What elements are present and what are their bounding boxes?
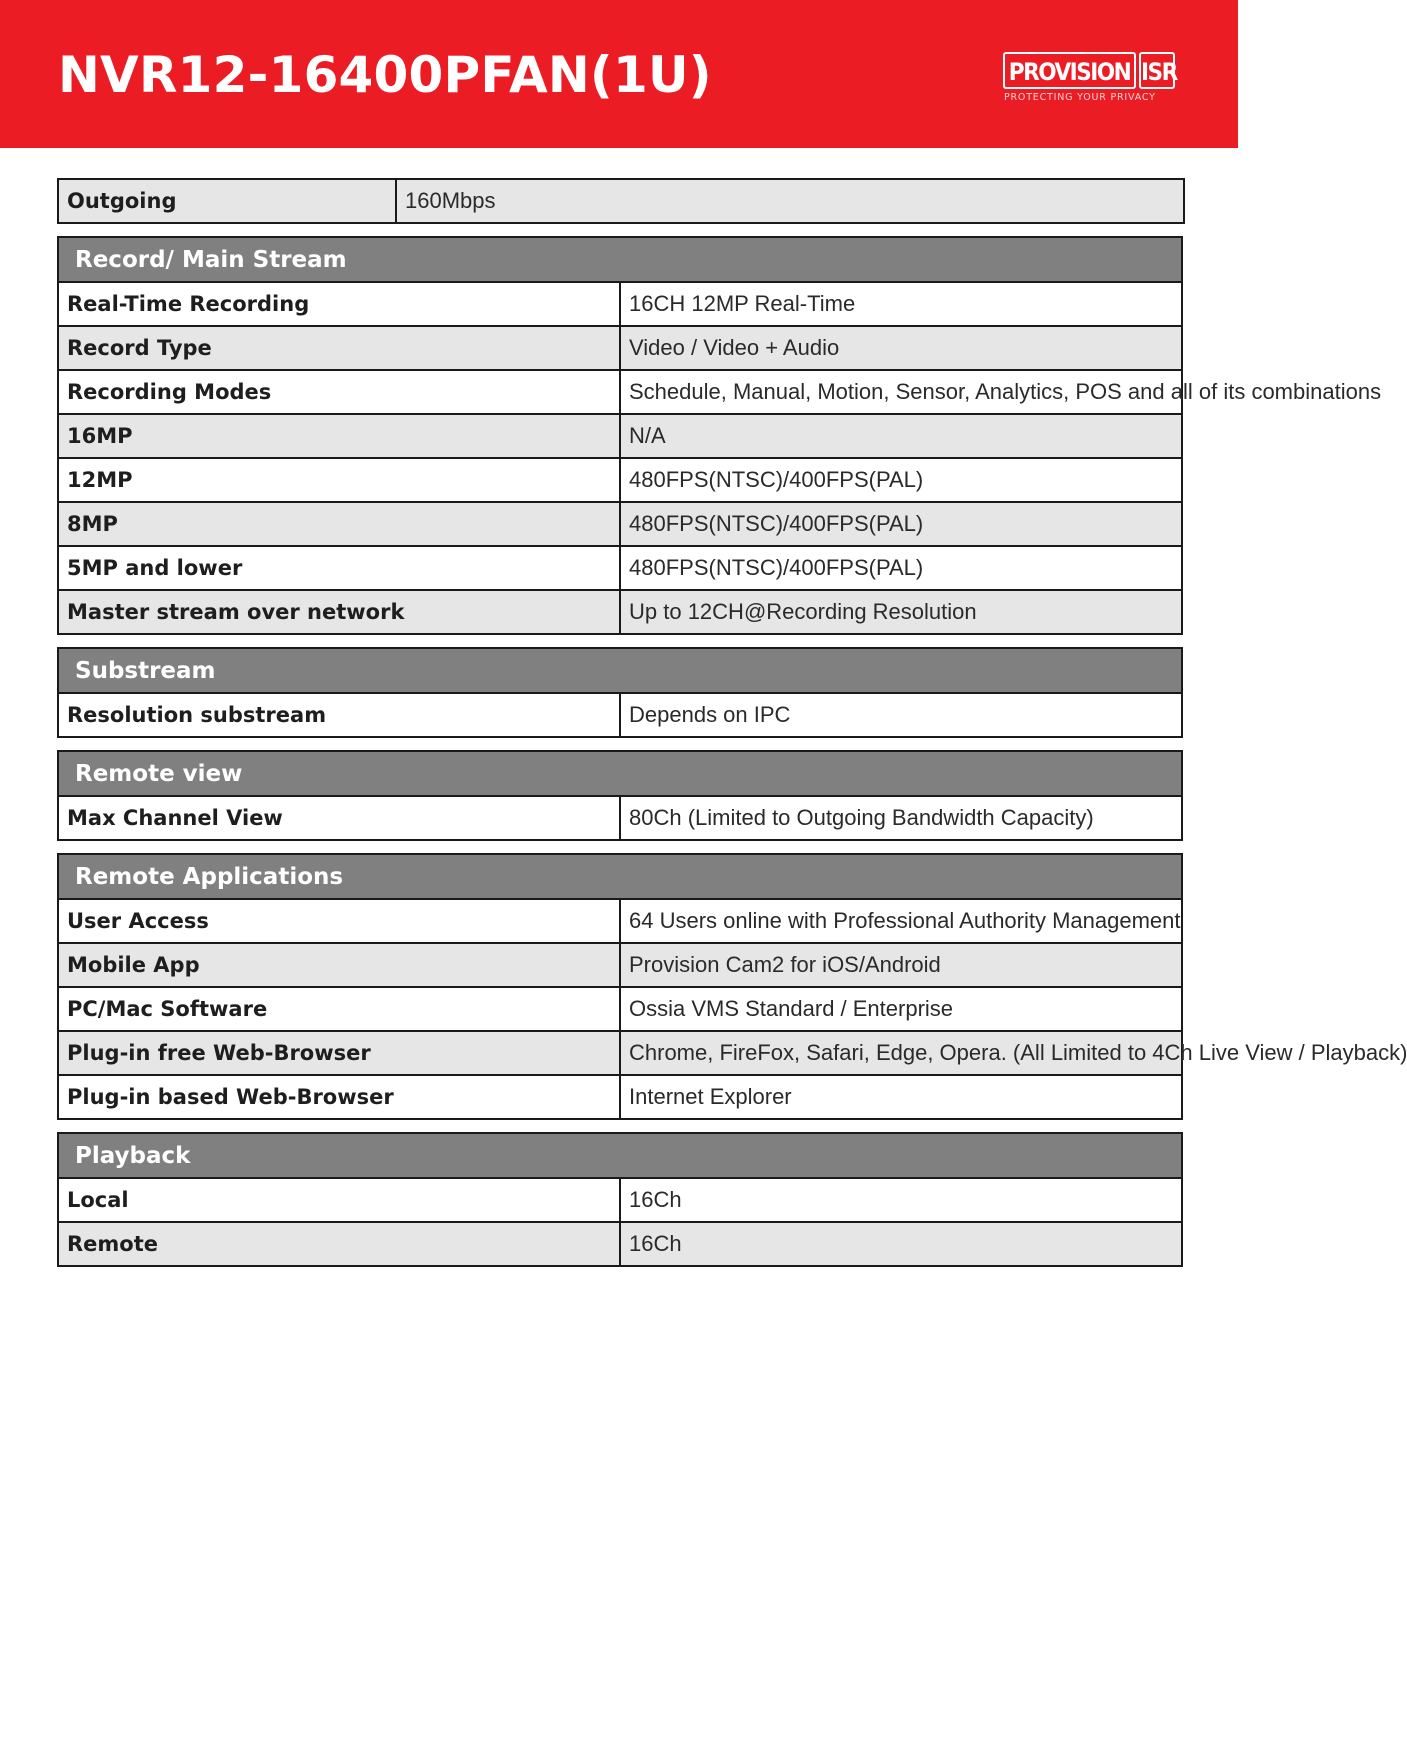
spec-label: Plug-in based Web-Browser [58,1075,620,1119]
spec-value: 16Ch [620,1222,1182,1266]
spec-label: Outgoing [58,179,396,223]
table-row [58,179,1184,223]
spec-label: Local [58,1178,620,1222]
spec-label: 8MP [58,502,620,546]
section-header-row [58,854,1182,899]
table-outgoing [57,178,1185,224]
spec-label: PC/Mac Software [58,987,620,1031]
spec-label: 12MP [58,458,620,502]
spec-label: 16MP [58,414,620,458]
section-title-remote-view: Remote view [58,751,1182,796]
spec-value: Video / Video + Audio [620,326,1182,370]
spec-label: Max Channel View [58,796,620,840]
spec-value: N/A [620,414,1182,458]
spec-tables [57,178,1407,1279]
table-record-main-stream [57,236,1382,635]
table-row [58,458,1182,502]
table-row [58,1178,1182,1222]
table-row [58,1222,1182,1266]
spec-value: 64 Users online with Professional Authority Management [620,899,1182,943]
section-header-row [58,237,1182,282]
section-header-row [58,1133,1182,1178]
table-row [58,546,1182,590]
table-row [58,693,1182,737]
table-row [58,326,1182,370]
table-remote-applications [57,853,1407,1120]
table-row [58,943,1182,987]
spec-label: Plug-in free Web-Browser [58,1031,620,1075]
logo-isr-mark: ISR [1139,52,1175,89]
spec-value: Schedule, Manual, Motion, Sensor, Analytics, POS and all of its combinations [620,370,1182,414]
spec-value: Depends on IPC [620,693,1182,737]
table-row [58,899,1182,943]
table-row [58,282,1182,326]
spec-value: 480FPS(NTSC)/400FPS(PAL) [620,502,1182,546]
table-row [58,502,1182,546]
spec-value: 16CH 12MP Real-Time [620,282,1182,326]
section-title-substream: Substream [58,648,1182,693]
table-row [58,414,1182,458]
table-substream [57,647,1183,738]
table-row [58,987,1182,1031]
section-header-row [58,648,1182,693]
section-title-remote-applications: Remote Applications [58,854,1182,899]
spec-label: Remote [58,1222,620,1266]
logo-tagline: PROTECTING YOUR PRIVACY [1004,92,1156,103]
table-row [58,796,1182,840]
spec-value: Provision Cam2 for iOS/Android [620,943,1182,987]
table-row [58,590,1182,634]
table-row [58,1075,1182,1119]
spec-label: Record Type [58,326,620,370]
logo-wordmark: PROVISION [1003,52,1136,89]
spec-value: 480FPS(NTSC)/400FPS(PAL) [620,546,1182,590]
spec-value: Internet Explorer [620,1075,1182,1119]
spec-label: Recording Modes [58,370,620,414]
spec-value: 160Mbps [396,179,1184,223]
page-header [0,0,1238,148]
spec-value: 480FPS(NTSC)/400FPS(PAL) [620,458,1182,502]
spec-label: User Access [58,899,620,943]
section-title-record-main-stream: Record/ Main Stream [58,237,1182,282]
spec-value: Up to 12CH@Recording Resolution [620,590,1182,634]
spec-label: 5MP and lower [58,546,620,590]
brand-logo [1003,52,1175,108]
spec-label: Master stream over network [58,590,620,634]
spec-label: Resolution substream [58,693,620,737]
spec-value: Chrome, FireFox, Safari, Edge, Opera. (All Limited to 4Ch Live View / Playback) [620,1031,1182,1075]
section-header-row [58,751,1182,796]
spec-value: 80Ch (Limited to Outgoing Bandwidth Capacity) [620,796,1182,840]
section-title-playback: Playback [58,1133,1182,1178]
page-title: NVR12-16400PFAN(1U) [58,46,712,104]
spec-value: 16Ch [620,1178,1182,1222]
spec-label: Mobile App [58,943,620,987]
table-row [58,1031,1182,1075]
table-remote-view [57,750,1183,841]
table-playback [57,1132,1183,1267]
spec-label: Real-Time Recording [58,282,620,326]
spec-value: Ossia VMS Standard / Enterprise [620,987,1182,1031]
table-row [58,370,1182,414]
